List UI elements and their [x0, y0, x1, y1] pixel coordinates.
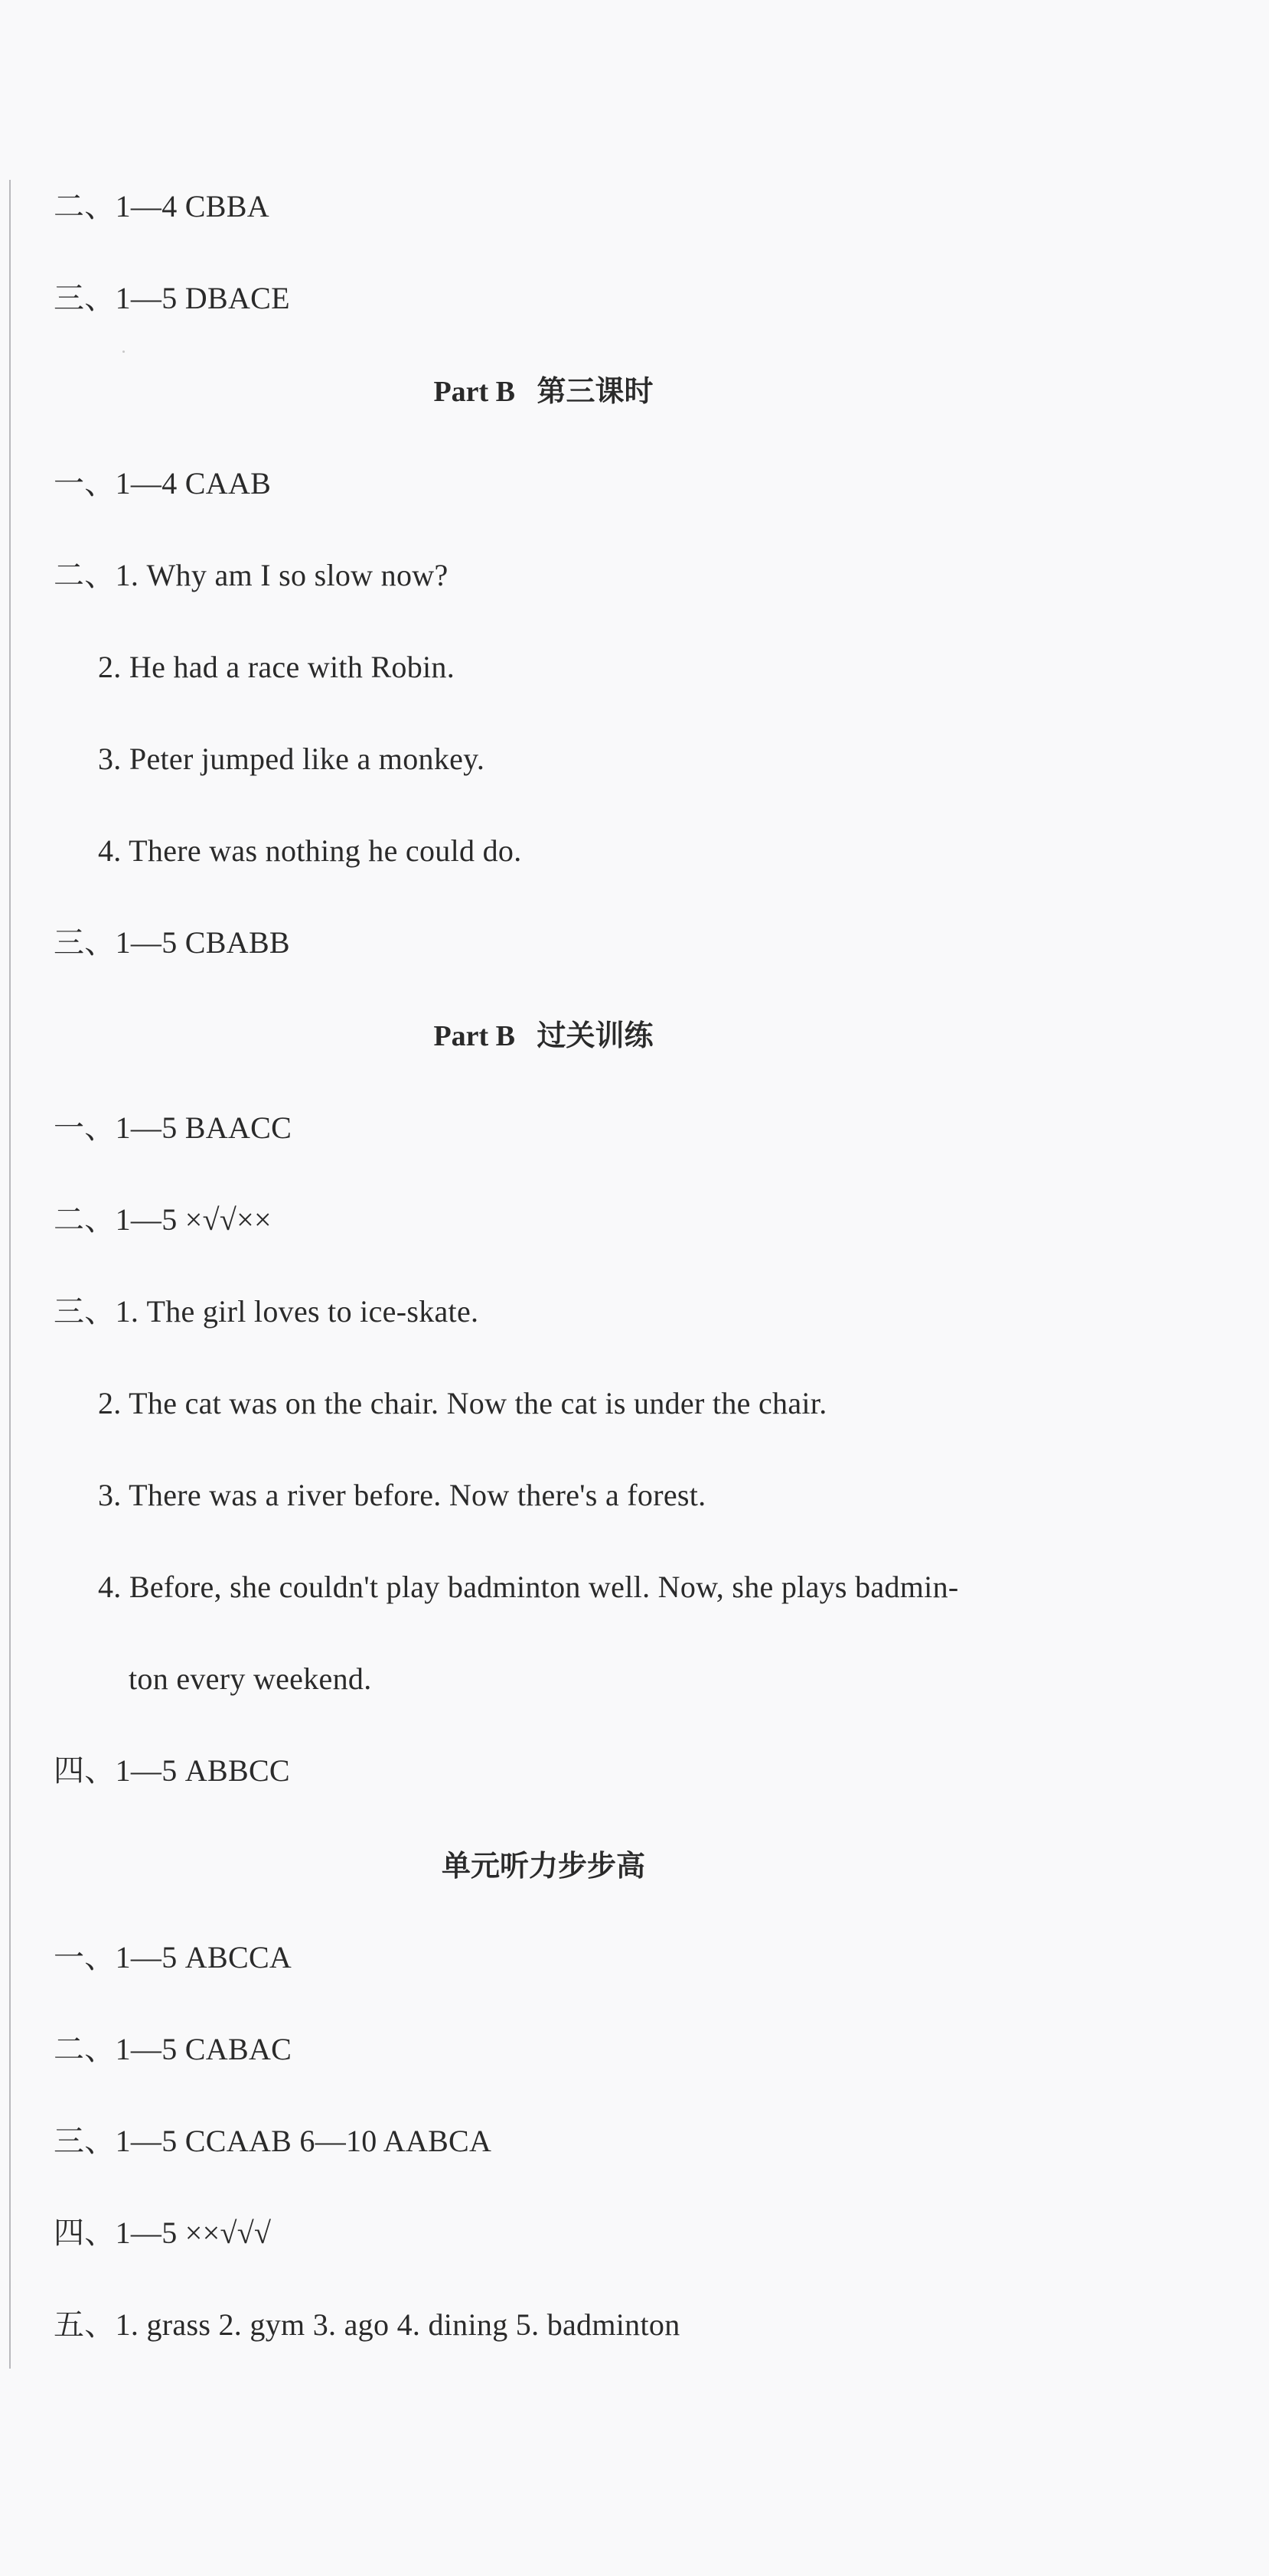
answer-line: 二、1—5 ×√√×× [54, 1202, 272, 1237]
answer-line: 三、1—5 DBACE [54, 281, 290, 315]
answer-line: 4. There was nothing he could do. [98, 833, 522, 868]
answer-line: 三、1. The girl loves to ice-skate. [54, 1294, 479, 1329]
answer-line: 二、1. Why am I so slow now? [54, 558, 449, 592]
answer-line: 2. He had a race with Robin. [98, 650, 455, 684]
answer-line: 四、1—5 ABBCC [54, 1753, 290, 1788]
answer-line: 一、1—4 CAAB [54, 466, 272, 501]
answer-line: 4. Before, she couldn't play badminton well. Now, she plays badmin- [98, 1570, 959, 1604]
margin-rule [9, 180, 11, 2369]
answer-line: ton every weekend. [129, 1661, 372, 1696]
section-heading-unit-listening [0, 1847, 1087, 1884]
section-heading-part-b-lesson-3 [0, 373, 1087, 410]
answer-line: 二、1—5 CABAC [54, 2032, 292, 2066]
answer-line: 五、1. grass 2. gym 3. ago 4. dining 5. badminton [54, 2307, 680, 2342]
answer-line: 三、1—5 CBABB [54, 925, 290, 960]
section-heading-text: Part B 第三课时 [433, 376, 654, 408]
section-heading-part-b-review [0, 1018, 1087, 1055]
answer-line: 2. The cat was on the chair. Now the cat is under the chair. [98, 1386, 827, 1420]
answer-line: 二、1—4 CBBA [54, 189, 269, 223]
section-heading-text: Part B 过关训练 [433, 1020, 654, 1052]
answer-line: 一、1—5 BAACC [54, 1110, 292, 1145]
answer-line: 3. There was a river before. Now there's a forest. [98, 1478, 706, 1512]
section-heading-text: 单元听力步步高 [441, 1849, 645, 1883]
scan-speck [122, 351, 125, 353]
answer-line: 三、1—5 CCAAB 6—10 AABCA [54, 2124, 492, 2158]
answer-line: 四、1—5 ××√√√ [54, 2216, 272, 2250]
answer-line: 一、1—5 ABCCA [54, 1940, 292, 1974]
answer-line: 3. Peter jumped like a monkey. [98, 742, 485, 776]
